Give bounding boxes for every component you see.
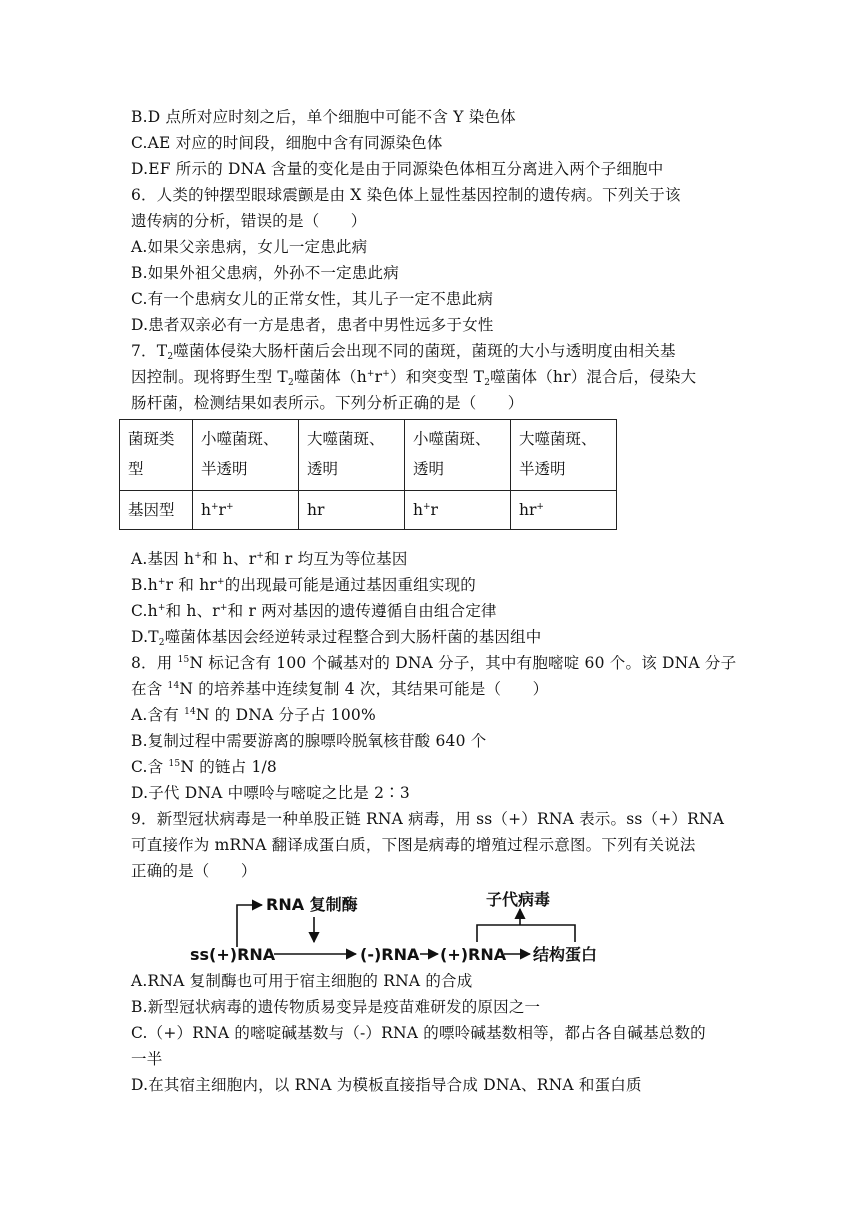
table-row xyxy=(120,491,617,530)
progeny-virus-label: 子代病毒 xyxy=(486,890,551,909)
q7-option-a: A.基因 h+和 h、r+和 r 均互为等位基因 xyxy=(131,550,408,568)
ss-plus-rna-label: ss(+)RNA xyxy=(190,945,276,964)
q9-option-c-line1: C.（+）RNA 的嘧啶碱基数与（-）RNA 的嘌呤碱基数相等，都占各自碱基总数的 xyxy=(131,1024,706,1042)
q7-stem-line3: 肠杆菌，检测结果如表所示。下列分析正确的是（ ） xyxy=(131,394,524,412)
progeny-bracket xyxy=(477,925,575,942)
plus-rna-label: (+)RNA xyxy=(440,945,507,964)
table-row xyxy=(120,420,617,491)
q6-stem-line2: 遗传病的分析，错误的是（ ） xyxy=(131,212,367,230)
q9-stem-line3: 正确的是（ ） xyxy=(131,862,257,880)
q7-stem-line1: 7．$T_2$噬菌体侵染大肠杆菌后会出现不同的菌斑，菌斑的大小与透明度由相关基 xyxy=(131,342,676,362)
genotype-table xyxy=(119,419,617,530)
q5-option-c: C.AE 对应的时间段，细胞中含有同源染色体 xyxy=(131,134,443,152)
q6-option-b: B.如果外祖父患病，外孙不一定患此病 xyxy=(131,264,399,282)
table-cell: hr xyxy=(299,491,405,530)
q6-option-c: C.有一个患病女儿的正常女性，其儿子一定不患此病 xyxy=(131,290,494,308)
table-cell: 小噬菌斑、透明 xyxy=(405,420,511,491)
q7-stem-line2: 因控制。现将野生型 $T_2$噬菌体（h+r+）和突变型 $T_2$噬菌体（hr）混合后，侵染大 xyxy=(131,368,697,388)
table-cell: 大噬菌斑、透明 xyxy=(299,420,405,491)
q9-option-b: B.新型冠状病毒的遗传物质易变异是疫苗难研发的原因之一 xyxy=(131,998,541,1016)
q8-stem-line2: 在含 $^{14}$N 的培养基中连续复制 4 次，其结果可能是（ ） xyxy=(131,680,549,698)
q7-option-b: B.h+r 和 hr+的出现最可能是通过基因重组实现的 xyxy=(131,576,476,594)
q8-stem-line1: 8．用 $^{15}$N 标记含有 100 个碱基对的 DNA 分子，其中有胞嘧啶 60 个。该 DNA 分子 xyxy=(131,654,737,672)
table-cell: h+r xyxy=(405,491,511,530)
table-header-cell: 基因型 xyxy=(120,491,193,530)
virus-replication-diagram xyxy=(190,887,630,967)
q6-option-a: A.如果父亲患病，女儿一定患此病 xyxy=(131,238,368,256)
arrow-to-replicase xyxy=(237,905,262,947)
q6-option-d: D.患者双亲必有一方是患者，患者中男性远多于女性 xyxy=(131,316,494,334)
q8-option-c: C.含 $^{15}$N 的链占 1/8 xyxy=(131,758,277,776)
table-header-cell: 菌斑类型 xyxy=(120,420,193,491)
table-cell: hr+ xyxy=(511,491,617,530)
q5-option-d: D.EF 所示的 DNA 含量的变化是由于同源染色体相互分离进入两个子细胞中 xyxy=(131,160,664,178)
q8-option-b: B.复制过程中需要游离的腺嘌呤脱氧核苷酸 640 个 xyxy=(131,732,487,750)
table-cell: 小噬菌斑、半透明 xyxy=(193,420,299,491)
q7-option-c: C.h+和 h、r+和 r 两对基因的遗传遵循自由组合定律 xyxy=(131,602,497,620)
structural-protein-label: 结构蛋白 xyxy=(533,945,598,964)
q6-stem-line1: 6．人类的钟摆型眼球震颤是由 X 染色体上显性基因控制的遗传病。下列关于该 xyxy=(131,186,681,204)
q9-option-c-line2: 一半 xyxy=(131,1050,163,1068)
table-cell: h+r+ xyxy=(193,491,299,530)
table-cell: 大噬菌斑、半透明 xyxy=(511,420,617,491)
q8-option-d: D.子代 DNA 中嘌呤与嘧啶之比是 2∶3 xyxy=(131,784,410,802)
q8-option-a: A.含有 $^{14}$N 的 DNA 分子占 100% xyxy=(131,706,376,724)
q9-stem-line2: 可直接作为 mRNA 翻译成蛋白质，下图是病毒的增殖过程示意图。下列有关说法 xyxy=(131,836,696,854)
rna-replicase-label: RNA 复制酶 xyxy=(266,895,358,914)
q9-stem-line1: 9．新型冠状病毒是一种单股正链 RNA 病毒，用 ss（+）RNA 表示。ss（+）RNA xyxy=(131,810,725,828)
q9-option-a: A.RNA 复制酶也可用于宿主细胞的 RNA 的合成 xyxy=(131,972,473,990)
q9-option-d: D.在其宿主细胞内，以 RNA 为模板直接指导合成 DNA、RNA 和蛋白质 xyxy=(131,1076,642,1094)
q5-option-b: B.D 点所对应时刻之后，单个细胞中可能不含 Y 染色体 xyxy=(131,108,516,126)
minus-rna-label: (-)RNA xyxy=(360,945,420,964)
q7-option-d: $D.T_2$噬菌体基因会经逆转录过程整合到大肠杆菌的基因组中 xyxy=(131,628,542,648)
